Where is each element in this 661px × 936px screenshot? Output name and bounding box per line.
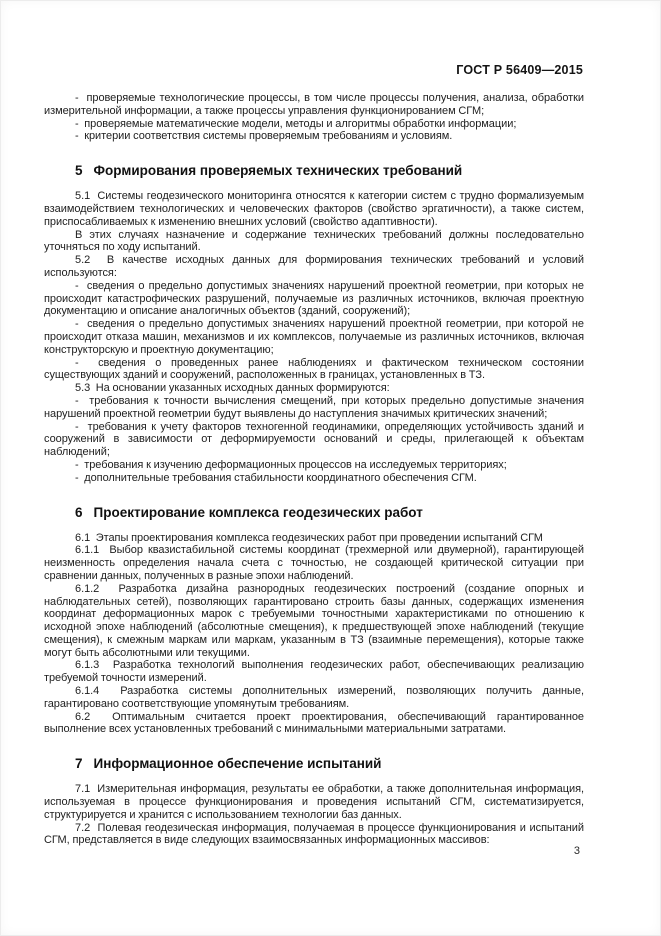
intro-list-item: - проверяемые технологические процессы, в том числе процессы получения, анализа, обработки измерительной информации, а также процессы управления функционированием СГМ; [44, 92, 584, 117]
clause-5-1-note: В этих случаях назначение и содержание технических требований должны последовательно уточняться по ходу испытаний. [44, 228, 584, 254]
section-7-heading [44, 756, 584, 771]
document-header-standard-code: ГОСТ Р 56409—2015 [456, 63, 583, 77]
intro-list-item: - проверяемые математические модели, методы и алгоритмы обработки информации; [75, 117, 517, 130]
section-number: 7 [75, 756, 83, 772]
intro-list-item: - критерии соответствия системы проверяемым требованиям и условиям. [75, 130, 453, 143]
clause-6-1: 6.1 Этапы проектирования комплекса геодезических работ при проведении испытаний СГМ [75, 531, 543, 544]
section-6-heading [44, 505, 584, 520]
clause-5-1: 5.1 Системы геодезического мониторинга относятся к категории систем с трудно формализуемым взаимодействием технологических и человеческих факторов (свойство эргатичности), а также систем, приспосабливаемых к изменению внешних условий (свойство адаптивности). [44, 190, 584, 228]
clause-7-2: 7.2 Полевая геодезическая информация, получаемая в процессе функционирования и испытаний СГМ, представляется в виде следующих взаимосвязанных информационных массивов: [44, 821, 584, 847]
section-5 [44, 163, 584, 484]
section-7 [44, 756, 584, 847]
clause-5-2: 5.2 В качестве исходных данных для формирования технических требований и условий используются: [44, 254, 584, 279]
page-number: 3 [573, 845, 580, 857]
section-6 [44, 505, 584, 737]
section-5-heading [44, 163, 584, 178]
list-item: - дополнительные требования стабильности координатного обеспечения СГМ. [75, 471, 477, 484]
list-item: - сведения о предельно допустимых значениях нарушений проектной геометрии, при которых не происходит катастрофических разрушений, получаемые из различных источников, включая проектную документацию и описание аналогичных объектов (зданий, сооружений); [44, 279, 584, 318]
list-item: - сведения о проведенных ранее наблюдениях и фактическом техническом состоянии существующих зданий и сооружений, расположенных в границах, установленных в ТЗ. [44, 356, 584, 382]
clause-5-3: 5.3 На основании указанных исходных данных формируются: [75, 382, 390, 395]
section-number: 6 [75, 504, 83, 520]
list-item: - требования к учету факторов техногенной геодинамики, определяющих устойчивость зданий и сооружений в зависимости от деформируемости оснований и среды, прилегающей к объектам наблюдений; [44, 420, 584, 459]
section-number: 5 [75, 163, 83, 179]
section-title: Информационное обеспечение испытаний [93, 756, 382, 772]
list-item: - требования к точности вычисления смещений, при которых предельно допустимые значения нарушений проектной геометрии будут выявлены до наступления значимых критических значений; [44, 394, 584, 420]
document-body [44, 92, 584, 847]
clause-6-1-1: 6.1.1 Выбор квазистабильной системы координат (трехмерной или двумерной), гарантирующей неизменность определения начала счета с точностью, не создающей критической ситуации при сравнении данных, полученных в разные эпохи наблюдений. [44, 544, 584, 582]
clause-6-1-3: 6.1.3 Разработка технологий выполнения геодезических работ, обеспечивающих реализацию требуемой точности измерений. [44, 659, 584, 685]
clause-6-2: 6.2 Оптимальным считается проект проектирования, обеспечивающий гарантированное выполнение всех установленных требований с минимальными материальными затратами. [44, 710, 584, 736]
section-title: Проектирование комплекса геодезических работ [93, 504, 423, 520]
section-title: Формирования проверяемых технических требований [93, 163, 463, 179]
clause-6-1-4: 6.1.4 Разработка системы дополнительных измерений, позволяющих получить данные, гарантировано соответствующие упомянутым требованиям. [44, 685, 584, 710]
list-item: - сведения о предельно допустимых значениях нарушений проектной геометрии, при которой не происходит отказа машин, механизмов и их комплексов, получаемые из различных источников, включая конструкторскую и проектную документацию; [44, 318, 584, 356]
clause-6-1-2: 6.1.2 Разработка дизайна разнородных геодезических построений (создание опорных и наблюдательных сетей), позволяющих гарантировано строить базы данных, содержащих изменения координат деформационных марок с требуемыми точностными характеристиками по отношению к исходной эпохе наблюдений (абсолютные смещения), к предшествующей эпохе наблюдений (текущие смещения), к смежным маркам или маркам, указанным в ТЗ (взаимные перемещения), которые также могут быть абсолютными или текущими. [44, 582, 584, 659]
list-item: - требования к изучению деформационных процессов на исследуемых территориях; [75, 458, 507, 471]
clause-7-1: 7.1 Измерительная информация, результаты ее обработки, а также дополнительная информация, используемая в процессе функционирования и проведения испытаний СГМ, систематизируется, структурируется и хранится с использованием технологии баз данных. [44, 783, 584, 821]
